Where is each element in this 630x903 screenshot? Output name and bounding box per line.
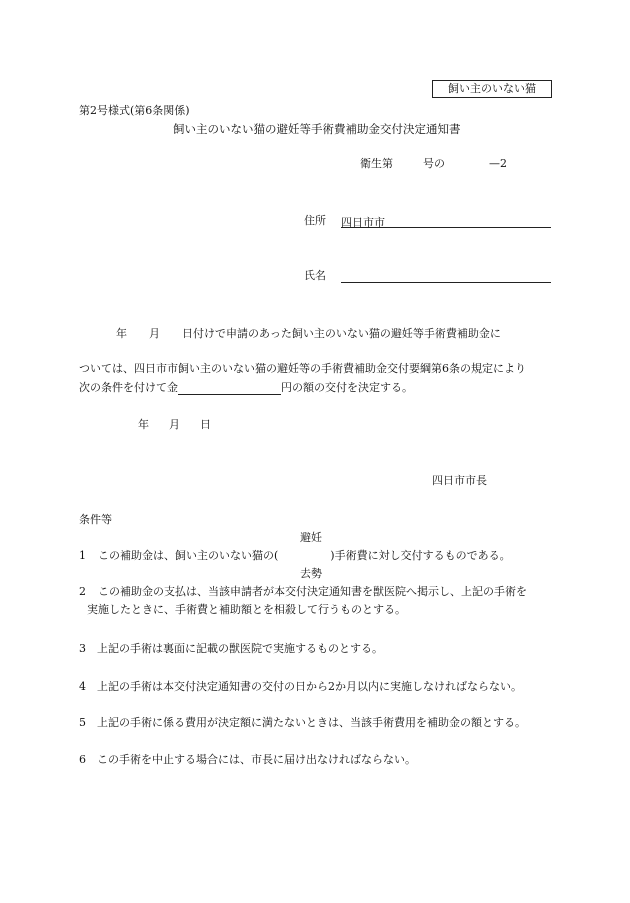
- condition-2-text: この補助金の支払は、当該申請者が本交付決定通知書を獣医院へ掲示し、上記の手術を: [98, 585, 527, 598]
- condition-6: 6 この手術を中止する場合には、市長に届け出なければならない。: [79, 753, 416, 766]
- condition-1-option-neuter: 去勢: [300, 567, 322, 580]
- category-box: 飼い主のいない猫: [432, 80, 552, 98]
- condition-1: [79, 547, 511, 563]
- body-line-3-tail: 円の額の交付を決定する。: [281, 381, 413, 394]
- condition-4: 4 上記の手術は本交付決定通知書の交付の日から2か月以内に実施しなければならない。: [79, 680, 522, 693]
- mayor-signature: 四日市市長: [432, 474, 487, 487]
- issue-date: [138, 416, 211, 432]
- condition-1-option-spay: 避妊: [300, 531, 322, 544]
- body-line-1: [116, 325, 501, 341]
- condition-1-tail: )手術費に対し交付するものである。: [330, 549, 511, 562]
- condition-3: 3 上記の手術は裏面に記載の獣医院で実施するものとする。: [79, 642, 383, 655]
- address-row: [304, 212, 551, 228]
- body-line-2: ついては、四日市市飼い主のいない猫の避妊等の手術費補助金交付要綱第6条の規定により: [79, 362, 526, 375]
- condition-2-line-2: 実施したときに、手術費と補助額とを相殺して行うものとする。: [87, 603, 406, 616]
- name-field[interactable]: [341, 269, 551, 283]
- condition-1-number: 1: [79, 549, 86, 562]
- body-year-label: 年: [116, 327, 127, 340]
- condition-5: 5 上記の手術に係る費用が決定額に満たないときは、当該手術費用を補助金の額とする。: [79, 716, 526, 729]
- ref-prefix: 衛生第: [360, 157, 393, 170]
- name-row: [304, 267, 551, 283]
- body-line-1-text: 日付けで申請のあった飼い主のいない猫の避妊等手術費補助金に: [182, 327, 501, 340]
- name-label: 氏名: [304, 269, 326, 282]
- amount-field[interactable]: [178, 381, 281, 395]
- condition-1-head: この補助金は、飼い主のいない猫の(: [98, 549, 279, 562]
- reference-number: [360, 155, 507, 171]
- document-title: 飼い主のいない猫の避妊等手術費補助金交付決定通知書: [173, 122, 461, 136]
- body-line-3: [79, 379, 413, 395]
- conditions-heading: 条件等: [79, 513, 112, 526]
- condition-2-line-1: [79, 583, 527, 599]
- ref-suffix: —2: [489, 157, 507, 170]
- date-year: 年: [138, 418, 149, 431]
- address-value: 四日市市: [341, 216, 385, 229]
- condition-2-number: 2: [79, 585, 86, 598]
- body-month-label: 月: [149, 327, 160, 340]
- ref-mid: 号の: [423, 157, 445, 170]
- address-field[interactable]: [341, 214, 551, 228]
- body-line-3-head: 次の条件を付けて金: [79, 381, 178, 394]
- form-number: 第2号様式(第6条関係): [79, 104, 190, 117]
- date-month: 月: [169, 418, 180, 431]
- date-day: 日: [200, 418, 211, 431]
- address-label: 住所: [304, 214, 326, 227]
